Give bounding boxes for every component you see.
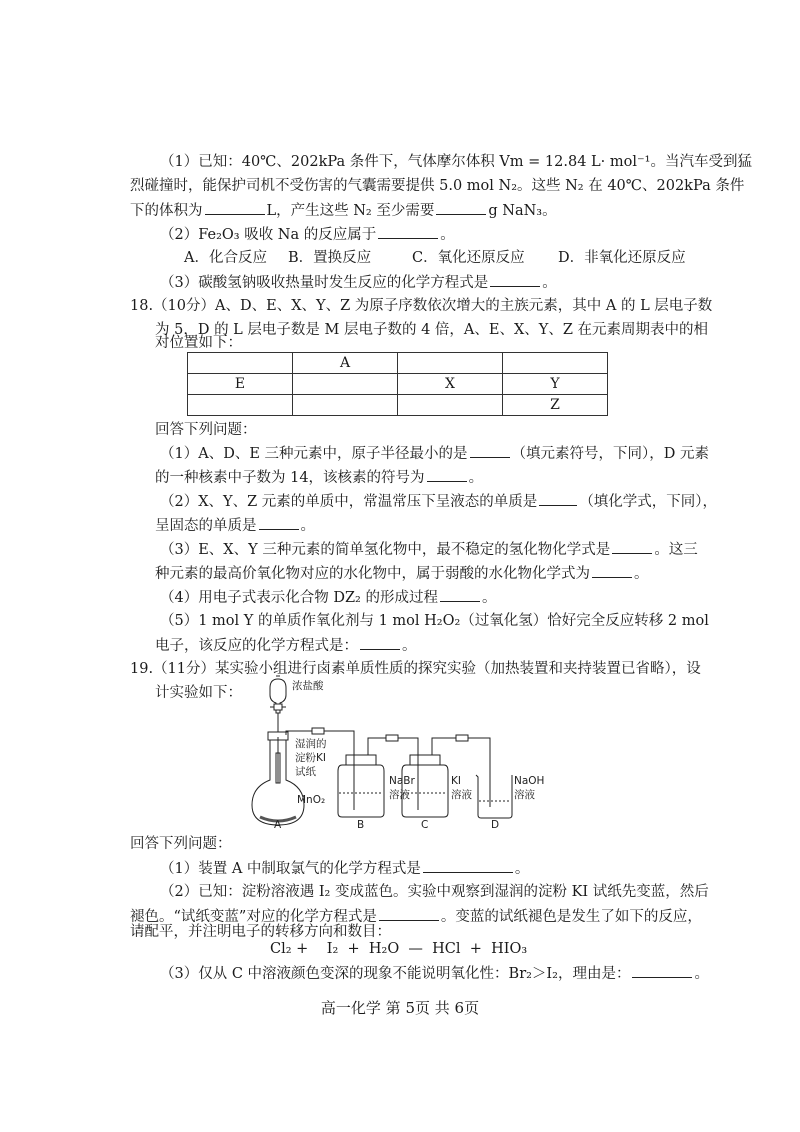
table-cell xyxy=(503,353,608,374)
q18-s3-text-b: 。这三 xyxy=(654,542,698,558)
table-cell xyxy=(188,353,293,374)
q18-s1-line1 xyxy=(160,443,709,464)
table-cell xyxy=(398,395,503,416)
q18-s3-end: 。 xyxy=(634,566,649,582)
q18-s5-line2 xyxy=(155,635,417,656)
q17-p1-line2: 烈碰撞时，能保护司机不受伤害的气囊需要提供 5.0 mol N₂。这些 N₂ 在 40℃、202kPa 条件 xyxy=(130,178,745,194)
q19-s2-text-b: 。变蓝的试纸褪色是发生了如下的反应， xyxy=(440,909,702,925)
experiment-apparatus-figure xyxy=(250,675,550,835)
label-D: D xyxy=(491,819,500,831)
label-nabr: NaBr xyxy=(389,775,415,787)
q19-answer-intro: 回答下列问题： xyxy=(130,836,232,852)
q19-s3 xyxy=(160,963,709,984)
q18-s2-line2 xyxy=(155,515,315,536)
q17-p1-text-a: 下的体积为 xyxy=(130,203,203,219)
q18-s4 xyxy=(160,587,496,608)
option-a[interactable]: A．化合反应 xyxy=(184,250,267,266)
label-conc-hcl: 浓盐酸 xyxy=(292,680,324,692)
q18-line2: 为 5，D 的 L 层电子数是 M 层电子数的 4 倍，A、E、X、Y、Z 在元素周期表中的相 xyxy=(155,322,709,338)
q18-s2-line1 xyxy=(160,491,717,512)
q17-p2-text: （2）Fe₂O₃ 吸收 Na 的反应属于 xyxy=(160,227,377,243)
table-cell xyxy=(293,374,398,395)
label-paper-2: 淀粉KI xyxy=(295,752,326,764)
answer-blank[interactable] xyxy=(379,906,439,921)
answer-blank[interactable] xyxy=(592,563,632,578)
q18-s2-text: （2）X、Y、Z 元素的单质中，常温常压下呈液态的单质是 xyxy=(160,494,538,510)
q19-s1-text: （1）装置 A 中制取氯气的化学方程式是 xyxy=(160,861,421,877)
q19-line1: 19.（11分）某实验小组进行卤素单质性质的探究实验（加热装置和夹持装置已省略），设 xyxy=(130,661,701,677)
answer-blank[interactable] xyxy=(378,224,438,239)
label-ki: KI xyxy=(451,775,461,787)
table-cell: E xyxy=(188,374,293,395)
q19-s1-end: 。 xyxy=(514,861,530,877)
q18-s1-text: （1）A、D、E 三种元素中，原子半径最小的是 xyxy=(160,446,468,462)
q17-p3-end: 。 xyxy=(542,275,557,291)
periodic-position-table xyxy=(187,352,608,416)
label-mno2: MnO₂ xyxy=(297,794,326,806)
label-C: C xyxy=(421,819,429,831)
answer-blank[interactable] xyxy=(436,200,486,215)
q19-s3-text: （3）仅从 C 中溶液颜色变深的现象不能说明氧化性：Br₂＞I₂，理由是： xyxy=(160,966,631,982)
q17-p3-text: （3）碳酸氢钠吸收热量时发生反应的化学方程式是 xyxy=(160,275,489,291)
q17-p1-line1: （1）已知：40℃、202kPa 条件下，气体摩尔体积 Vm = 12.84 L· mol⁻¹。当汽车受到猛 xyxy=(160,154,752,170)
label-naoh: NaOH xyxy=(514,775,545,787)
label-A: A xyxy=(274,819,282,831)
q19-line2: 计实验如下： xyxy=(155,685,242,701)
label-nabr-solution: 溶液 xyxy=(389,789,410,801)
q18-s1-text-b: （填元素符号，下同），D 元素 xyxy=(511,446,709,462)
table-cell xyxy=(398,353,503,374)
q19-s2-line1: （2）已知：淀粉溶液遇 I₂ 变成蓝色。实验中观察到湿润的淀粉 KI 试纸先变蓝，然后 xyxy=(160,884,709,900)
q18-answer-intro: 回答下列问题： xyxy=(155,422,257,438)
q17-p1-text-b: L，产生这些 N₂ 至少需要 xyxy=(266,203,435,219)
label-naoh-solution: 溶液 xyxy=(514,789,535,801)
table-row xyxy=(188,395,608,416)
answer-blank[interactable] xyxy=(205,200,265,215)
q18-s3-text: （3）E、X、Y 三种元素的简单氢化物中，最不稳定的氢化物化学式是 xyxy=(160,542,611,558)
option-d[interactable]: D．非氧化还原反应 xyxy=(558,250,686,266)
q19-s2-text-a: 褪色。“试纸变蓝”对应的化学方程式是 xyxy=(130,909,377,925)
table-cell: X xyxy=(398,374,503,395)
table-cell xyxy=(293,395,398,416)
q17-p2 xyxy=(160,224,455,245)
answer-blank[interactable] xyxy=(259,515,299,530)
page-footer: 高一化学 第 5页 共 6页 xyxy=(320,999,480,1017)
q19-s2-line3: 请配平，并注明电子的转移方向和数目： xyxy=(130,924,391,940)
option-c[interactable]: C．氧化还原反应 xyxy=(412,250,525,266)
q18-s4-text: （4）用电子式表示化合物 DZ₂ 的形成过程 xyxy=(160,590,438,606)
redox-equation: Cl₂ + I₂ + H₂O — HCl + HIO₃ xyxy=(270,941,528,957)
separatory-funnel xyxy=(270,676,286,737)
label-paper-1: 湿润的 xyxy=(295,738,327,750)
q17-options xyxy=(184,248,686,268)
q17-p1-line3 xyxy=(130,200,557,221)
answer-blank[interactable] xyxy=(423,858,513,873)
label-B: B xyxy=(357,819,365,831)
q18-s2-end: 。 xyxy=(300,518,315,534)
label-paper-3: 试纸 xyxy=(295,766,316,778)
q18-line1: 18.（10分）A、D、E、X、Y、Z 为原子序数依次增大的主族元素，其中 A 的 L 层电子数 xyxy=(130,298,713,314)
option-b[interactable]: B．置换反应 xyxy=(288,250,372,266)
answer-blank[interactable] xyxy=(440,587,480,602)
table-row xyxy=(188,353,608,374)
table-cell: A xyxy=(293,353,398,374)
q18-s2-text-c: 呈固态的单质是 xyxy=(155,518,257,534)
q17-p2-end: 。 xyxy=(440,227,455,243)
q18-s4-end: 。 xyxy=(481,590,497,606)
q17-p1-text-c: g NaN₃。 xyxy=(488,203,557,219)
q18-s1-end: 。 xyxy=(468,470,484,486)
q18-s5-end: 。 xyxy=(402,638,417,654)
answer-blank[interactable] xyxy=(470,443,510,458)
q18-s1-line2 xyxy=(155,467,483,488)
q17-p3 xyxy=(160,272,557,293)
answer-blank[interactable] xyxy=(490,272,540,287)
q18-s3-line1 xyxy=(160,539,698,560)
q18-line3: 对位置如下： xyxy=(155,335,242,351)
answer-blank[interactable] xyxy=(612,539,652,554)
q18-s1-text-c: 的一种核素中子数为 14，该核素的符号为 xyxy=(155,470,425,486)
q18-s5-text-b: 电子，该反应的化学方程式是： xyxy=(155,638,358,654)
q19-s3-end: 。 xyxy=(694,966,709,982)
q18-s2-text-b: （填化学式，下同）， xyxy=(579,494,718,510)
q18-s5-line1: （5）1 mol Y 的单质作氧化剂与 1 mol H₂O₂（过氧化氢）恰好完全反应转移 2 mol xyxy=(160,613,709,629)
q19-s1 xyxy=(160,858,529,879)
q18-s3-text-c: 种元素的最高价氧化物对应的水化物中，属于弱酸的水化物化学式为 xyxy=(155,566,590,582)
table-row xyxy=(188,374,608,395)
table-cell xyxy=(188,395,293,416)
label-ki-solution: 溶液 xyxy=(451,789,472,801)
answer-blank[interactable] xyxy=(632,963,692,978)
answer-blank[interactable] xyxy=(539,491,577,506)
answer-blank[interactable] xyxy=(427,467,467,482)
beaker-d xyxy=(476,775,512,818)
table-cell: Z xyxy=(503,395,608,416)
q18-s3-line2 xyxy=(155,563,649,584)
table-cell: Y xyxy=(503,374,608,395)
answer-blank[interactable] xyxy=(360,635,400,650)
